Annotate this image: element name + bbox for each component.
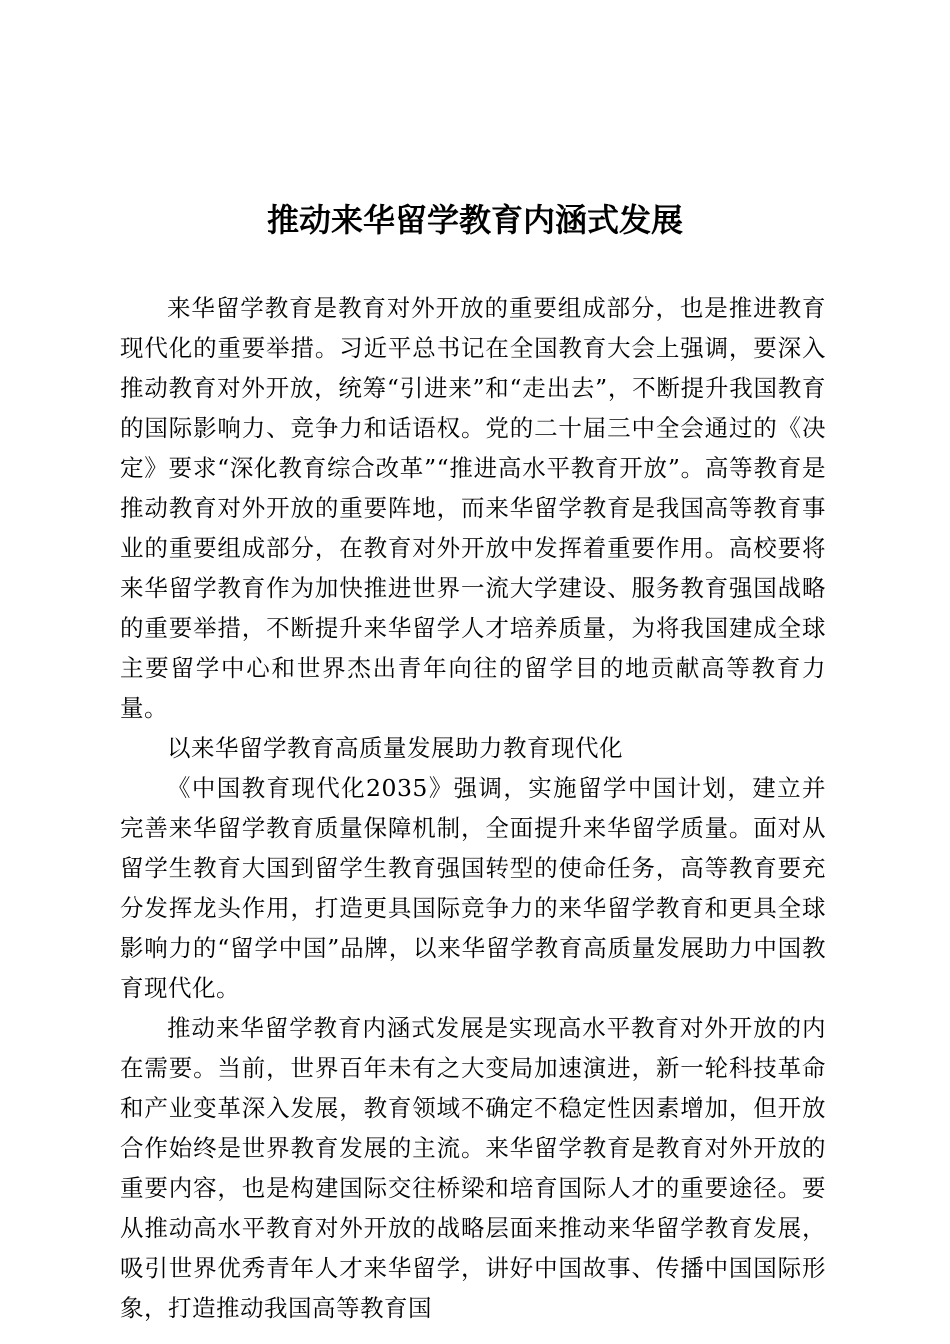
section-heading: 以来华留学教育高质量发展助力教育现代化 [167,734,623,762]
document-body [120,288,826,1328]
page-title: 推动来华留学教育内涵式发展 [266,201,683,239]
section-paragraph-2: 推动来华留学教育内涵式发展是实现高水平教育对外开放的内在需要。当前，世界百年未有之大变局加速演进，新一轮科技革命和产业变革深入发展，教育领域不确定不稳定性因素增加，但开放合作始终是世界教育发展的主流。来华留学教育是教育对外开放的重要内容，也是构建国际交往桥梁和培育国际人才的重要途径。要从推动高水平教育对外开放的战略层面来推动来华留学教育发展，吸引世界优秀青年人才来华留学，讲好中国故事、传播中国国际形象，打造推动我国高等教育国 [120,1014,826,1322]
intro-paragraph: 来华留学教育是教育对外开放的重要组成部分，也是推进教育现代化的重要举措。习近平总书记在全国教育大会上强调，要深入推动教育对外开放，统筹“引进来”和“走出去”，不断提升我国教育的国际影响力、竞争力和话语权。党的二十届三中全会通过的《决定》要求“深化教育综合改革”“推进高水平教育开放”。高等教育是推动教育对外开放的重要阵地，而来华留学教育是我国高等教育事业的重要组成部分，在教育对外开放中发挥着重要作用。高校要将来华留学教育作为加快推进世界一流大学建设、服务教育强国战略的重要举措，不断提升来华留学人才培养质量，为将我国建成全球主要留学中心和世界杰出青年向往的留学目的地贡献高等教育力量。 [120,294,826,722]
section-paragraph-1: 《中国教育现代化2035》强调，实施留学中国计划，建立并完善来华留学教育质量保障机制，全面提升来华留学质量。面对从留学生教育大国到留学生教育强国转型的使命任务，高等教育要充分发挥龙头作用，打造更具国际竞争力的来华留学教育和更具全球影响力的“留学中国”品牌，以来华留学教育高质量发展助力中国教育现代化。 [120,774,826,1002]
